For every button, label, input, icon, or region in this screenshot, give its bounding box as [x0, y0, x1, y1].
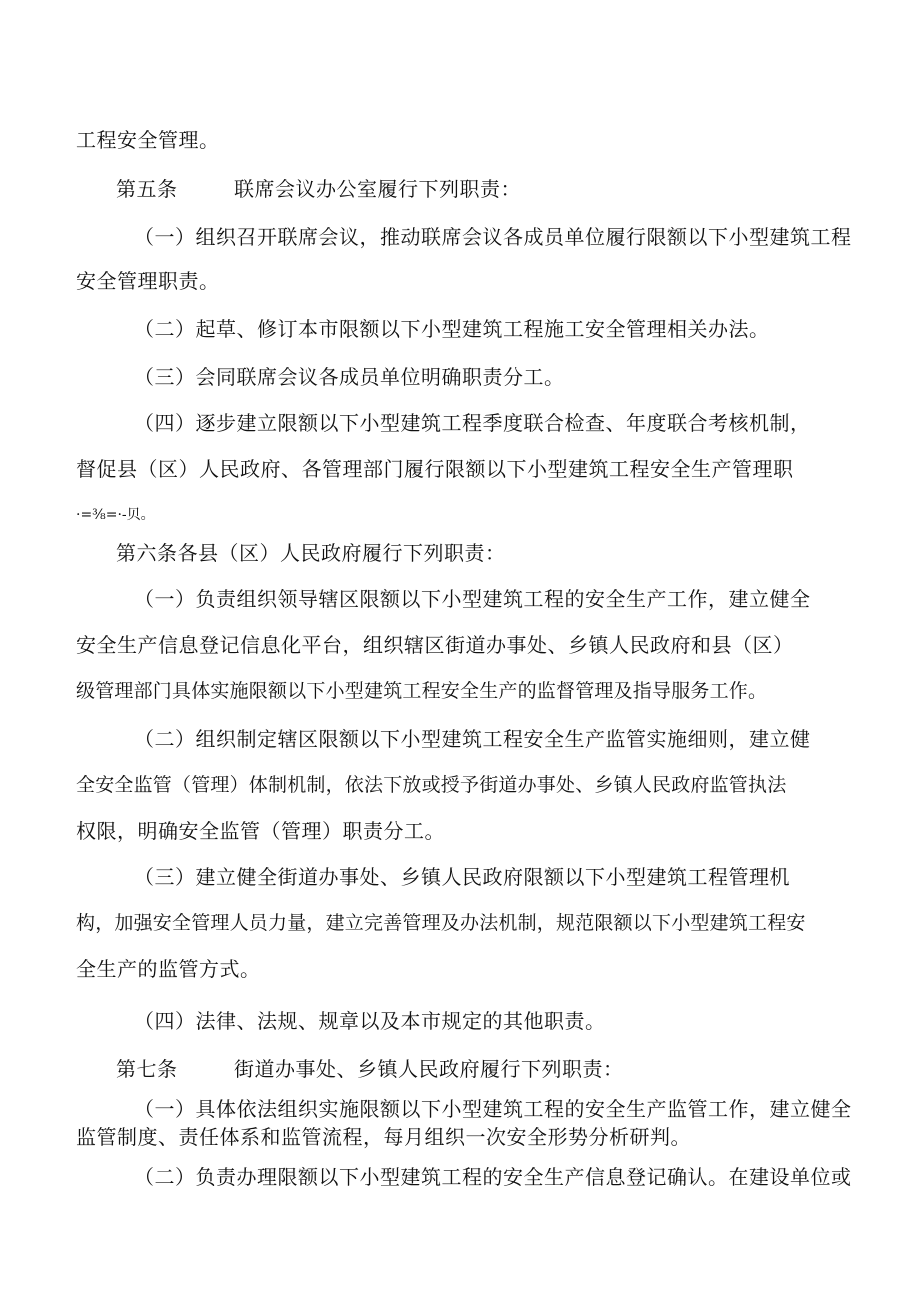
paragraph-line: （一）具体依法组织实施限额以下小型建筑工程的安全生产监管工作，建立健全: [134, 1097, 852, 1121]
paragraph-line: （二）负责办理限额以下小型建筑工程的安全生产信息登记确认。在建设单位或: [134, 1165, 852, 1189]
article-number: 第五条: [116, 177, 178, 201]
paragraph-line: 工程安全管理。: [76, 128, 220, 152]
paragraph-line: 权限，明确安全监管（管理）职责分工。: [76, 819, 445, 843]
article-number: 第七条: [116, 1057, 178, 1081]
paragraph-line: 全安全监管（管理）体制机制，依法下放或授予街道办事处、乡镇人民政府监管执法: [76, 774, 787, 796]
paragraph-line: （一）负责组织领导辖区限额以下小型建筑工程的安全生产工作，建立健全: [134, 587, 811, 611]
paragraph-line: 全生产的监管方式。: [76, 957, 261, 981]
paragraph-line: 安全生产信息登记信息化平台，组织辖区街道办事处、乡镇人民政府和县（区）: [76, 633, 794, 657]
paragraph-line: 监管制度、责任体系和监管流程，每月组织一次安全形势分析研判。: [76, 1125, 691, 1149]
paragraph-line: 构，加强安全管理人员力量，建立完善管理及办法机制，规范限额以下小型建筑工程安: [76, 912, 806, 934]
paragraph-line: 联席会议办公室履行下列职责：: [234, 177, 521, 201]
paragraph-line: （二）起草、修订本市限额以下小型建筑工程施工安全管理相关办法。: [134, 317, 770, 341]
garbled-line: ·=⅜=·-贝。: [76, 507, 155, 523]
paragraph-line: （三）会同联席会议各成员单位明确职责分工。: [134, 365, 565, 389]
paragraph-line: （四）法律、法规、规章以及本市规定的其他职责。: [134, 1009, 606, 1033]
paragraph-line: （四）逐步建立限额以下小型建筑工程季度联合检查、年度联合考核机制，: [134, 411, 811, 435]
article-heading: 第六条各县（区）人民政府履行下列职责：: [116, 541, 506, 565]
paragraph-line: 安全管理职责。: [76, 269, 220, 293]
paragraph-line: 街道办事处、乡镇人民政府履行下列职责：: [234, 1057, 624, 1081]
paragraph-line: 级管理部门具体实施限额以下小型建筑工程安全生产的监督管理及指导服务工作。: [76, 680, 768, 702]
paragraph-line: （三）建立健全街道办事处、乡镇人民政府限额以下小型建筑工程管理机: [134, 865, 790, 889]
paragraph-line: （二）组织制定辖区限额以下小型建筑工程安全生产监管实施细则，建立健: [134, 727, 811, 751]
paragraph-line: 督促县（区）人民政府、各管理部门履行限额以下小型建筑工程安全生产管理职: [76, 457, 794, 481]
paragraph-line: （一）组织召开联席会议，推动联席会议各成员单位履行限额以下小型建筑工程: [134, 225, 852, 249]
article-heading: [116, 176, 178, 202]
